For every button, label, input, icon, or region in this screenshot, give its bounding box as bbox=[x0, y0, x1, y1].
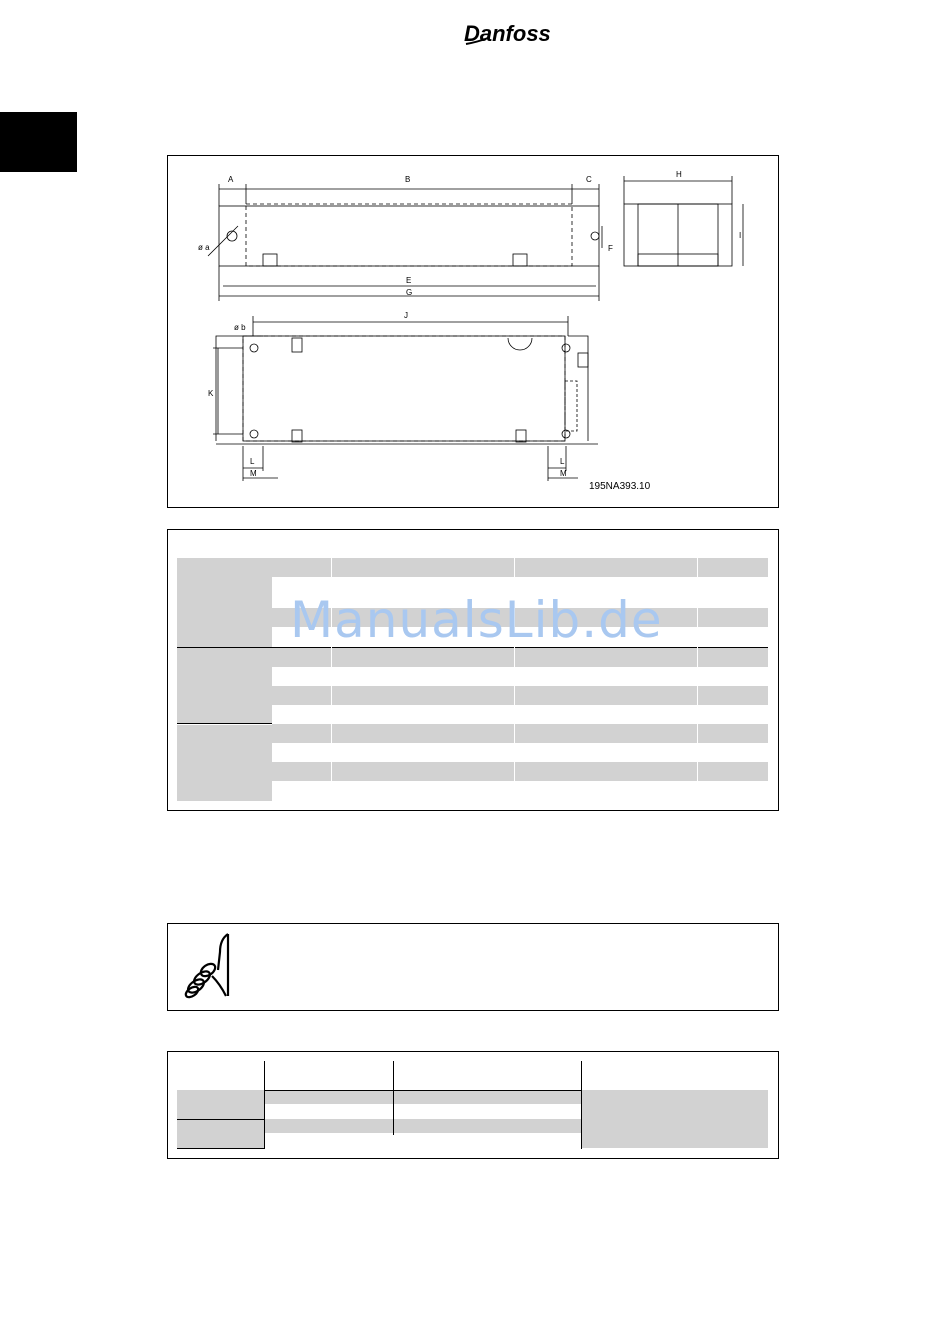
dim-table-row bbox=[272, 686, 768, 705]
dimension-drawing-svg bbox=[168, 156, 778, 507]
dim-label-l-left: L bbox=[250, 457, 255, 466]
dim-label-m-right: M bbox=[560, 469, 567, 478]
small-table-divider bbox=[177, 1119, 264, 1120]
dim-table-row bbox=[272, 762, 768, 781]
small-table-col-sep bbox=[581, 1061, 582, 1149]
small-table-cell bbox=[177, 1120, 264, 1148]
dim-label-e: E bbox=[406, 276, 412, 285]
dim-label-f: F bbox=[608, 244, 613, 253]
small-table-cell bbox=[177, 1090, 264, 1119]
dim-table-col-sep bbox=[697, 558, 698, 783]
small-table-col-sep bbox=[393, 1061, 394, 1135]
dim-label-h: H bbox=[676, 170, 682, 179]
note-box bbox=[167, 923, 779, 1011]
dim-label-i: I bbox=[739, 231, 742, 240]
dim-label-g: G bbox=[406, 288, 413, 297]
dim-label-c: C bbox=[586, 175, 592, 184]
dim-label-l-right: L bbox=[560, 457, 565, 466]
dim-label-b: B bbox=[405, 175, 411, 184]
danfoss-logo bbox=[460, 14, 560, 54]
small-table-cell bbox=[582, 1090, 768, 1148]
dim-table-group-2 bbox=[177, 648, 272, 724]
dim-label-m-left: M bbox=[250, 469, 257, 478]
chapter-tab bbox=[0, 112, 77, 172]
dim-label-a: A bbox=[228, 175, 234, 184]
small-table-row bbox=[264, 1090, 582, 1104]
watermark: ManualsLib.de bbox=[290, 591, 663, 649]
small-table-row bbox=[264, 1119, 582, 1133]
figure-id: 195NA393.10 bbox=[589, 481, 651, 492]
filter-top-inner bbox=[246, 204, 572, 266]
dim-label-k: K bbox=[208, 389, 214, 398]
dimension-drawing bbox=[167, 155, 779, 508]
dim-table-row bbox=[272, 724, 768, 743]
dim-table-row bbox=[272, 558, 768, 577]
dim-label-diam-a: ø a bbox=[198, 243, 210, 252]
logo-text: Danfoss bbox=[464, 21, 551, 46]
small-table-divider bbox=[177, 1148, 264, 1149]
dim-label-j: J bbox=[404, 311, 408, 320]
dim-label-diam-b: ø b bbox=[234, 323, 246, 332]
small-table-divider bbox=[264, 1090, 582, 1091]
dim-table-divider bbox=[177, 723, 272, 724]
dim-table-group-1 bbox=[177, 558, 272, 648]
dim-table-row bbox=[272, 648, 768, 667]
note-hand-icon bbox=[182, 930, 234, 1000]
dim-table-group-3 bbox=[177, 725, 272, 801]
filter-bottom-inner bbox=[243, 336, 565, 441]
filter-top-outline bbox=[219, 206, 599, 266]
small-table-col-sep bbox=[264, 1061, 265, 1149]
